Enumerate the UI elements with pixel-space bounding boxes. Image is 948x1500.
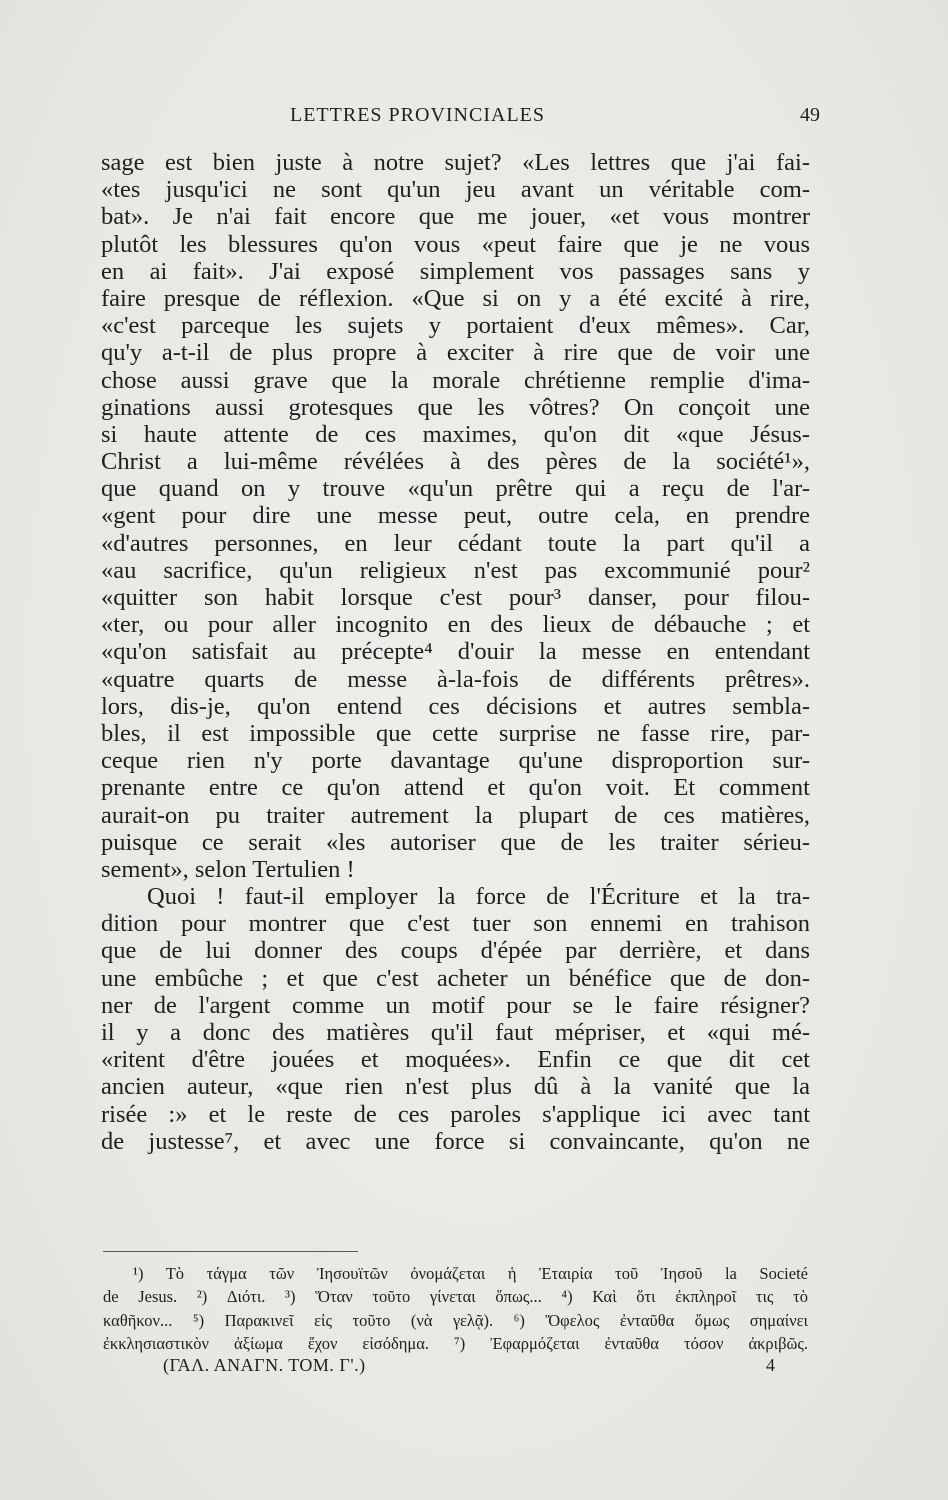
footnotes bbox=[103, 1262, 808, 1355]
text-line: «qu'on satisfait au précepte⁴ d'ouir la messe en entendant bbox=[101, 638, 810, 666]
text-line: une embûche ; et que c'est acheter un bénéfice que de don- bbox=[101, 964, 810, 992]
text-line: «d'autres personnes, en leur cédant toute la part qu'il a bbox=[101, 529, 810, 557]
text-line: bat». Je n'ai fait encore que me jouer, «et vous montrer bbox=[101, 203, 810, 231]
text-line: il y a donc des matières qu'il faut mépriser, et «qui mé- bbox=[101, 1019, 810, 1046]
text-line: lors, dis-je, qu'on entend ces décisions et autres sembla- bbox=[101, 692, 810, 720]
paragraph-end-line: sement», selon Tertulien ! bbox=[101, 855, 355, 883]
footnote-divider bbox=[103, 1251, 358, 1252]
text-line: que de lui donner des coups d'épée par derrière, et dans bbox=[101, 937, 810, 965]
text-line: prenante entre ce qu'on attend et qu'on voit. Et comment bbox=[101, 774, 810, 802]
footnote-line: καθῆκον... ⁵) Παρακινεῖ εἰς τοῦτο (νὰ γελᾷ). ⁶) Ὄφελος ἐνταῦθα ὅμως σημαίνει bbox=[103, 1310, 808, 1330]
page-header bbox=[290, 104, 820, 134]
running-title: LETTRES PROVINCIALES bbox=[290, 104, 545, 126]
text-line: que quand on y trouve «qu'un prêtre qui a reçu de l'ar- bbox=[101, 475, 810, 503]
text-line: Christ a lui-même révélées à des pères de la société¹», bbox=[101, 448, 810, 476]
signature-label: (ΓΑΛ. ΑΝΑΓΝ. ΤΟΜ. Γ'.) bbox=[163, 1355, 366, 1375]
footnote-line: ¹) Τὸ τάγμα τῶν Ἰησουϊτῶν ὀνομάζεται ἡ Ἑταιρία τοῦ Ἰησοῦ la Societé bbox=[133, 1264, 808, 1283]
text-line: «quitter son habit lorsque c'est pour³ danser, pour filou- bbox=[101, 584, 810, 611]
text-line: puisque ce serait «les autoriser que de les traiter sérieu- bbox=[101, 828, 810, 856]
text-line: bles, il est impossible que cette surprise ne fasse rire, par- bbox=[101, 719, 810, 747]
text-line: «gent pour dire une messe peut, outre cela, en prendre bbox=[101, 502, 810, 530]
text-line: ancien auteur, «que rien n'est plus dû à la vanité que la bbox=[101, 1073, 810, 1101]
text-line: sage est bien juste à notre sujet? «Les lettres que j'ai fai- bbox=[101, 149, 810, 176]
text-line: «ritent d'être jouées et moquées». Enfin ce que dit cet bbox=[101, 1046, 810, 1074]
text-line: «au sacrifice, qu'un religieux n'est pas excommunié pour² bbox=[101, 556, 810, 584]
text-line: en ai fait». J'ai exposé simplement vos passages sans y bbox=[101, 257, 810, 285]
text-line: «ter, ou pour aller incognito en des lieux de débauche ; et bbox=[101, 611, 810, 639]
text-line: ner de l'argent comme un motif pour se le faire résigner? bbox=[101, 991, 810, 1019]
text-line: qu'y a-t-il de plus propre à exciter à rire que de voir une bbox=[101, 339, 810, 367]
text-line: de justesse⁷, et avec une force si convaincante, qu'on ne bbox=[101, 1127, 810, 1155]
text-line: chose aussi grave que la morale chrétienne remplie d'ima- bbox=[101, 366, 810, 394]
text-line: faire presque de réflexion. «Que si on y a été excité à rire, bbox=[101, 284, 810, 312]
text-line: plutôt les blessures qu'on vous «peut faire que je ne vous bbox=[101, 230, 810, 258]
footnote-line: de Jesus. ²) Διότι. ³) Ὅταν τοῦτο γίνεται ὅπως... ⁴) Καὶ ὅτι ἐκπληροῖ τις τὸ bbox=[103, 1287, 808, 1307]
paragraph-start-line: Quoi ! faut-il employer la force de l'Écriture et la tra- bbox=[147, 883, 810, 911]
text-line: «c'est parceque les sujets y portaient d'eux mêmes». Car, bbox=[101, 312, 810, 340]
text-line: risée :» et le reste de ces paroles s'applique ici avec tant bbox=[101, 1100, 810, 1128]
text-line: ginations aussi grotesques que les vôtres? On conçoit une bbox=[101, 393, 810, 421]
footnote-line: ἐκκλησιαστικὸν ἀξίωμα ἔχον εἰσόδημα. ⁷) Ἐφαρμόζεται ἐνταῦθα τόσον ἀκριβῶς. bbox=[103, 1333, 808, 1353]
text-line: ceque rien n'y porte davantage qu'une disproportion sur- bbox=[101, 747, 810, 775]
text-line: si haute attente de ces maximes, qu'on dit «que Jésus- bbox=[101, 420, 810, 448]
printer-signature bbox=[163, 1355, 775, 1379]
text-line: «quatre quarts de messe à-la-fois de différents prêtres». bbox=[101, 665, 810, 693]
text-line: dition pour montrer que c'est tuer son ennemi en trahison bbox=[101, 910, 810, 938]
sheet-number: 4 bbox=[766, 1355, 775, 1375]
body-text bbox=[101, 149, 810, 1155]
text-line: aurait-on pu traiter autrement la plupart de ces matières, bbox=[101, 801, 810, 829]
page-number: 49 bbox=[800, 104, 820, 126]
text-line: «tes jusqu'ici ne sont qu'un jeu avant un véritable com- bbox=[101, 176, 810, 204]
